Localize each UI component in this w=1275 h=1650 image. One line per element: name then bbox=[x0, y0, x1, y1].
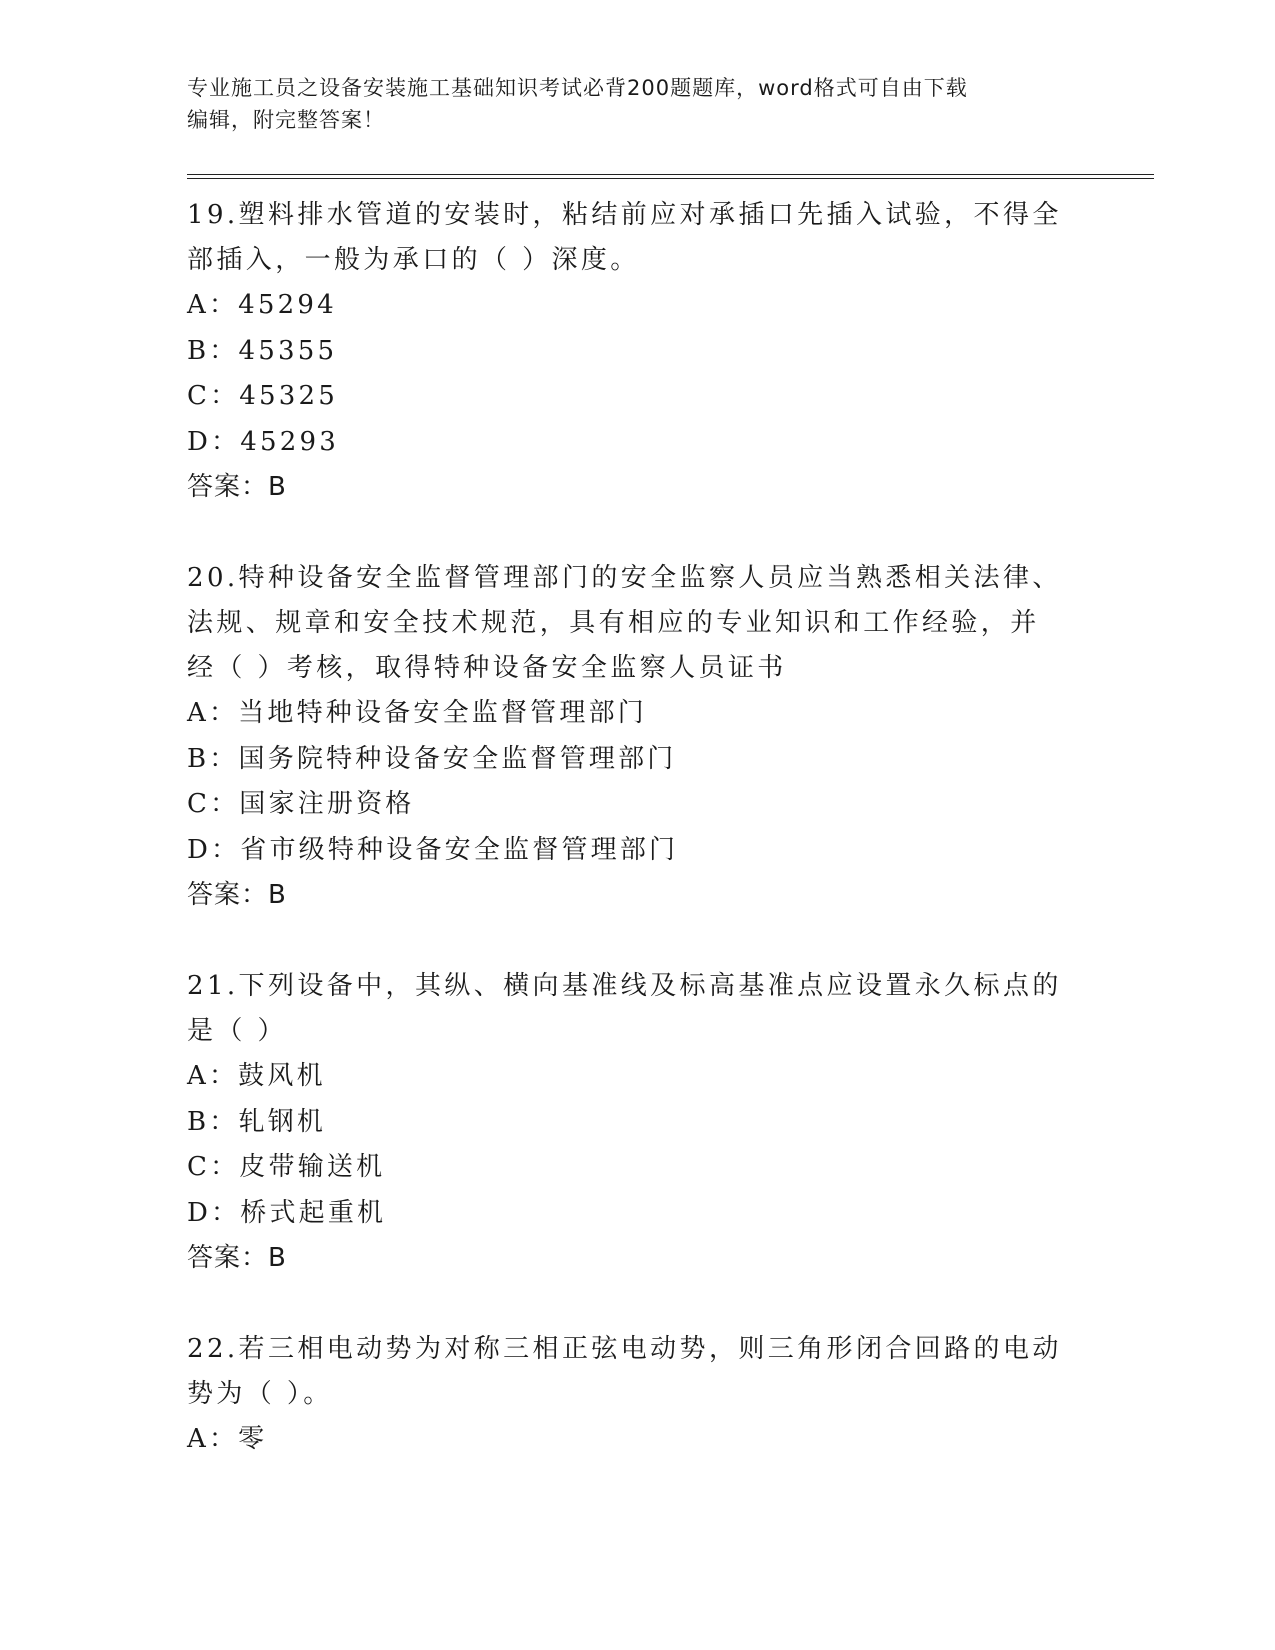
option-b: B：45355 bbox=[187, 335, 338, 366]
question-stem: 22.若三相电动势为对称三相正弦电动势，则三角形闭合回路的电动势为（ ）。 bbox=[187, 1334, 1062, 1409]
question-stem: 21.下列设备中，其纵、横向基准线及标高基准点应设置永久标点的是（ ） bbox=[187, 971, 1062, 1046]
document-page bbox=[187, 72, 1087, 1463]
option-c: C：国家注册资格 bbox=[187, 789, 415, 819]
header-line-1: 专业施工员之设备安装施工基础知识考试必背200题题库，word格式可自由下载 bbox=[187, 76, 968, 100]
option-c: C：45325 bbox=[187, 381, 339, 411]
option-d: D：桥式起重机 bbox=[187, 1197, 387, 1228]
question-19 bbox=[187, 193, 1087, 509]
option-d: D：45293 bbox=[187, 426, 339, 457]
option-a: A：零 bbox=[187, 1424, 268, 1454]
option-a: A：45294 bbox=[187, 290, 337, 320]
answer-line: 答案：B bbox=[187, 880, 287, 910]
question-stem: 19.塑料排水管道的安装时，粘结前应对承插口先插入试验，不得全部插入，一般为承口的（ ）深度。 bbox=[187, 200, 1062, 275]
document-header bbox=[187, 72, 1047, 136]
header-line-2: 编辑，附完整答案！ bbox=[187, 108, 385, 132]
question-20 bbox=[187, 556, 1087, 917]
answer-line: 答案：B bbox=[187, 1243, 287, 1273]
question-stem: 20.特种设备安全监督管理部门的安全监察人员应当熟悉相关法律、法规、规章和安全技术规范，具有相应的专业知识和工作经验，并经（ ）考核，取得特种设备安全监察人员证书 bbox=[187, 563, 1062, 683]
option-a: A：鼓风机 bbox=[187, 1061, 326, 1091]
option-c: C：皮带输送机 bbox=[187, 1152, 386, 1182]
option-d: D：省市级特种设备安全监督管理部门 bbox=[187, 834, 679, 865]
answer-line: 答案：B bbox=[187, 472, 287, 502]
option-b: B：国务院特种设备安全监督管理部门 bbox=[187, 743, 677, 774]
option-b: B：轧钢机 bbox=[187, 1106, 327, 1137]
question-21 bbox=[187, 964, 1087, 1280]
option-a: A：当地特种设备安全监督管理部门 bbox=[187, 698, 647, 728]
question-22 bbox=[187, 1327, 1087, 1463]
